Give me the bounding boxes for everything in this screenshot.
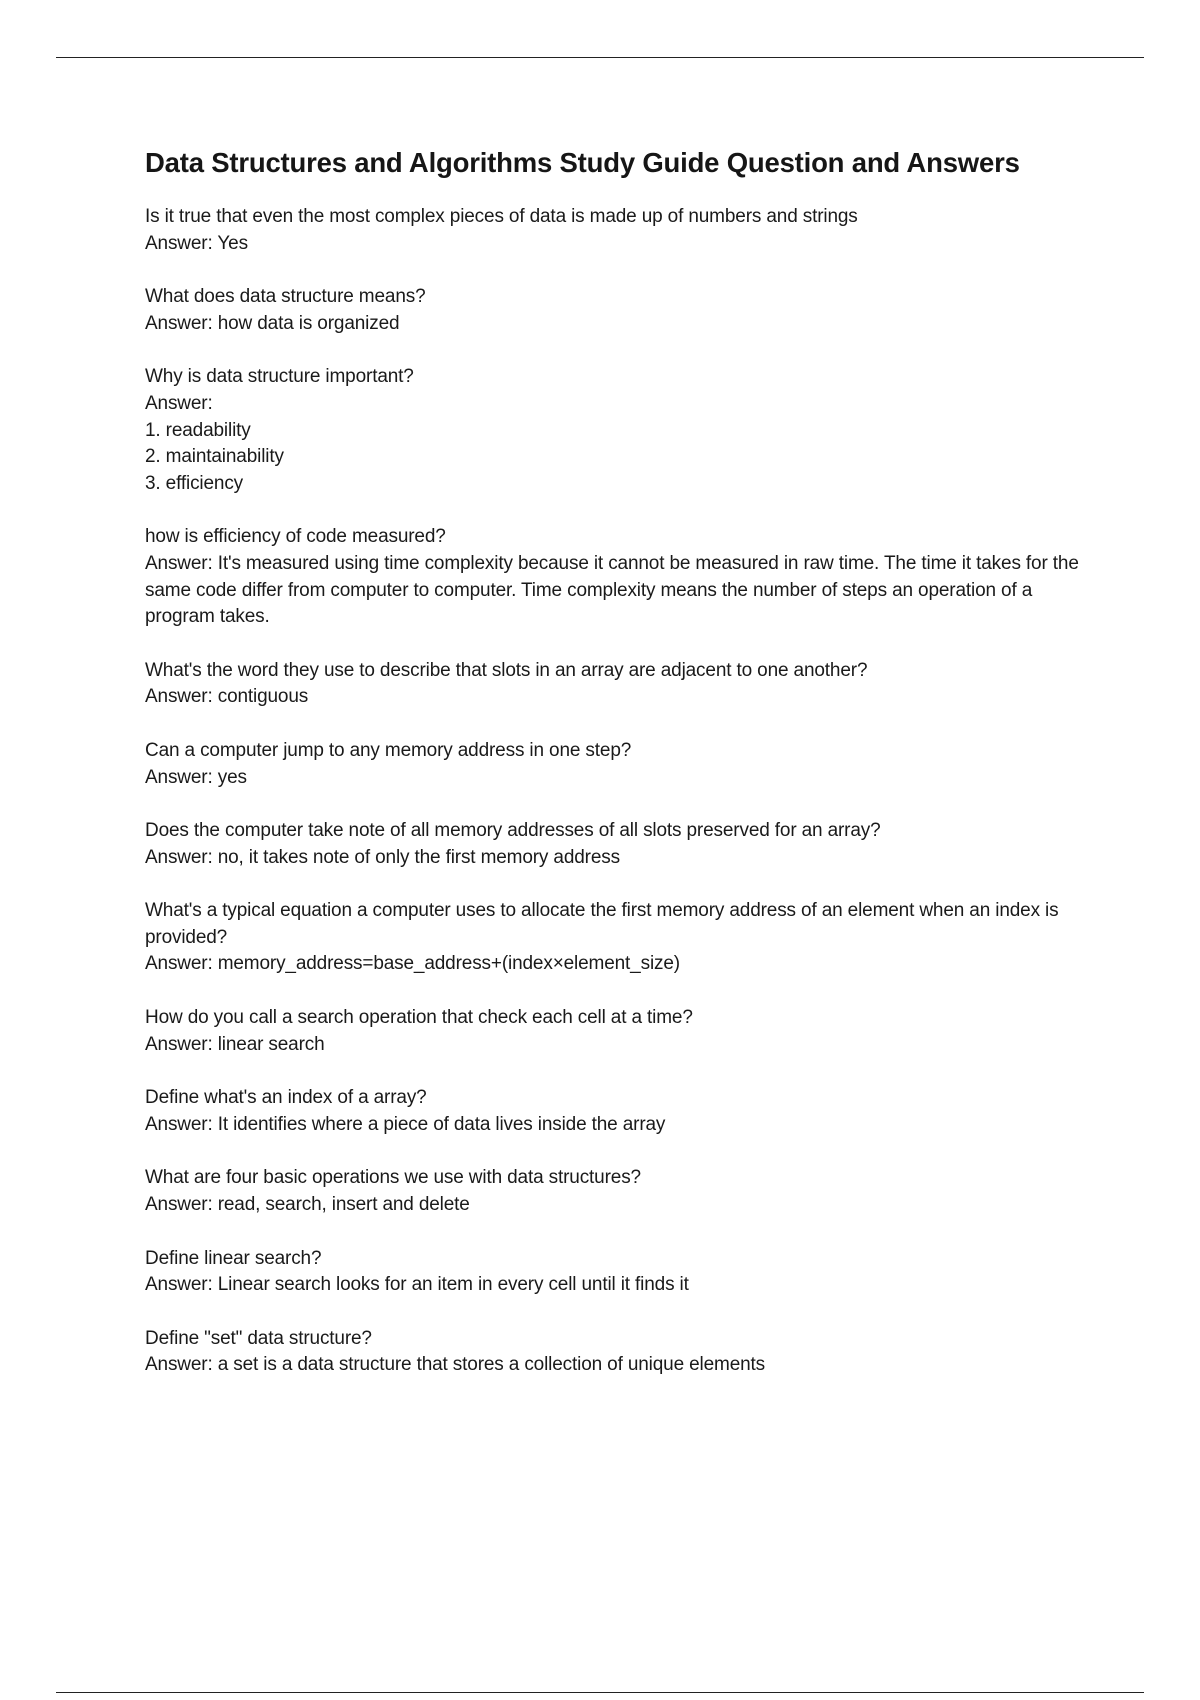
answer-text: Answer: contiguous [145, 686, 309, 708]
question-text: Define what's an index of a array? [145, 1087, 427, 1109]
question-text: What's a typical equation a computer uses to allocate the first memory address of an element when an index is provided? [145, 900, 1059, 948]
qa-item-11 [145, 1165, 1105, 1218]
header-divider [56, 57, 1144, 58]
question-text: Can a computer jump to any memory address in one step? [145, 739, 632, 761]
qa-item-7 [145, 818, 1105, 871]
qa-item-4 [145, 524, 1105, 630]
question-text: What's the word they use to describe that slots in an array are adjacent to one another? [145, 659, 868, 681]
answer-text: Answer: memory_address=base_address+(index×element_size) [145, 953, 680, 975]
answer-text: Answer: read, search, insert and delete [145, 1194, 470, 1216]
answer-text: Answer: how data is organized [145, 312, 400, 334]
answer-list-item: 1. readability [145, 419, 251, 441]
document-title: Data Structures and Algorithms Study Guide Question and Answers [145, 147, 1020, 178]
question-text: Is it true that even the most complex pieces of data is made up of numbers and strings [145, 206, 858, 227]
answer-text: Answer: a set is a data structure that stores a collection of unique elements [145, 1354, 766, 1376]
document-page [145, 146, 1105, 1406]
qa-item-10 [145, 1085, 1105, 1138]
answer-text: Answer: [145, 392, 213, 414]
qa-item-12 [145, 1246, 1105, 1299]
qa-item-1 [145, 204, 1105, 257]
qa-item-6 [145, 738, 1105, 791]
question-text: How do you call a search operation that check each cell at a time? [145, 1007, 693, 1029]
qa-item-9 [145, 1005, 1105, 1058]
answer-text: Answer: linear search [145, 1033, 325, 1055]
qa-item-2 [145, 284, 1105, 337]
qa-item-13 [145, 1326, 1105, 1379]
answer-text: Answer: yes [145, 766, 247, 788]
answer-list-item: 3. efficiency [145, 472, 244, 494]
qa-item-5 [145, 658, 1105, 711]
question-text: Define "set" data structure? [145, 1327, 372, 1349]
question-text: What does data structure means? [145, 286, 426, 308]
question-text: Does the computer take note of all memory addresses of all slots preserved for an array? [145, 820, 881, 842]
question-text: What are four basic operations we use with data structures? [145, 1167, 641, 1189]
answer-list [145, 418, 1105, 498]
answer-text: Answer: Yes [145, 232, 248, 254]
question-text: how is efficiency of code measured? [145, 526, 446, 548]
qa-item-3 [145, 364, 1105, 497]
question-text: Define linear search? [145, 1247, 322, 1269]
answer-text: Answer: It's measured using time complexity because it cannot be measured in raw time. The time it takes for the same code differ from computer to computer. Time complexity means the number of steps an operation of a program takes. [145, 552, 1079, 628]
answer-text: Answer: It identifies where a piece of data lives inside the array [145, 1113, 666, 1135]
answer-text: Answer: Linear search looks for an item in every cell until it finds it [145, 1274, 689, 1296]
qa-item-8 [145, 898, 1105, 978]
footer-divider [56, 1692, 1144, 1693]
question-text: Why is data structure important? [145, 366, 414, 388]
answer-list-item: 2. maintainability [145, 446, 284, 468]
answer-text: Answer: no, it takes note of only the first memory address [145, 846, 620, 868]
